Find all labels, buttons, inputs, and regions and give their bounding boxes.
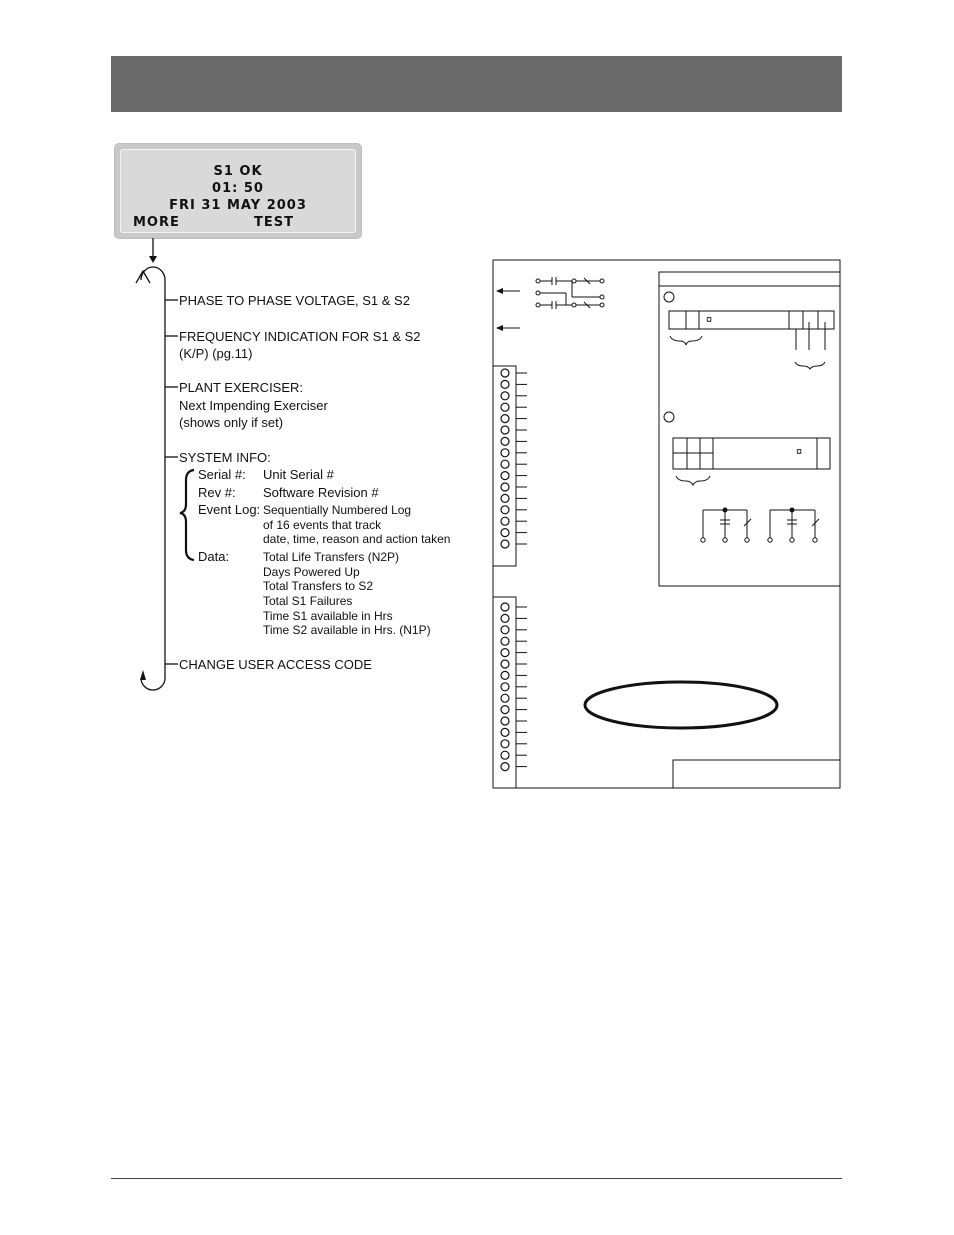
data-value-5: Time S1 available in Hrs bbox=[263, 609, 393, 623]
event-log-label: Event Log: bbox=[198, 502, 261, 517]
lcd-more-key[interactable]: MORE bbox=[133, 215, 180, 230]
terminal-bottom-6 bbox=[501, 660, 509, 668]
data-label: Data: bbox=[198, 549, 230, 564]
serial-label: Serial #: bbox=[198, 467, 246, 482]
terminal-top-14 bbox=[501, 517, 509, 525]
menu-frequency[interactable]: FREQUENCY INDICATION FOR S1 & S2 bbox=[179, 329, 421, 344]
data-value-4: Total S1 Failures bbox=[263, 594, 353, 608]
terminal-top-6 bbox=[501, 426, 509, 434]
terminal-top-9 bbox=[501, 460, 509, 468]
menu-plant-exerciser[interactable]: PLANT EXERCISER: bbox=[179, 380, 304, 395]
terminal-top-4 bbox=[501, 403, 509, 411]
menu-frequency-note: (K/P) (pg.11) bbox=[179, 346, 253, 361]
terminal-top-5 bbox=[501, 415, 509, 423]
terminal-bottom-9 bbox=[501, 694, 509, 702]
data-value-6: Time S2 available in Hrs. (N1P) bbox=[263, 623, 431, 637]
terminal-bottom-12 bbox=[501, 728, 509, 736]
terminal-bottom-4 bbox=[501, 637, 509, 645]
terminal-top-13 bbox=[501, 506, 509, 514]
terminal-top-12 bbox=[501, 494, 509, 502]
lcd-date-line: FRI 31 MAY 2003 bbox=[169, 198, 307, 213]
menu-system-info[interactable]: SYSTEM INFO: bbox=[179, 450, 271, 465]
relay-symbol-icon: ¤ bbox=[706, 314, 713, 326]
terminal-bottom-14 bbox=[501, 751, 509, 759]
terminal-top-3 bbox=[501, 392, 509, 400]
terminal-top-1 bbox=[501, 369, 509, 377]
serial-value: Unit Serial # bbox=[263, 467, 334, 482]
terminal-bottom-15 bbox=[501, 763, 509, 771]
rev-value: Software Revision # bbox=[263, 485, 379, 500]
terminal-bottom-11 bbox=[501, 717, 509, 725]
terminal-bottom-10 bbox=[501, 706, 509, 714]
terminal-bottom-13 bbox=[501, 740, 509, 748]
terminal-top-2 bbox=[501, 380, 509, 388]
terminal-top-7 bbox=[501, 437, 509, 445]
terminal-top-8 bbox=[501, 449, 509, 457]
event-log-value-3: date, time, reason and action taken bbox=[263, 532, 451, 546]
terminal-top-10 bbox=[501, 472, 509, 480]
footer-rule bbox=[111, 1178, 842, 1179]
data-value-1: Total Life Transfers (N2P) bbox=[263, 550, 400, 564]
lcd-status-line: S1 OK bbox=[213, 164, 263, 179]
terminal-top-15 bbox=[501, 529, 509, 537]
menu-change-user-access-code[interactable]: CHANGE USER ACCESS CODE bbox=[179, 657, 372, 672]
terminal-top-16 bbox=[501, 540, 509, 548]
terminal-bottom-7 bbox=[501, 671, 509, 679]
terminal-top-11 bbox=[501, 483, 509, 491]
plant-exerciser-desc: Next Impending Exerciser bbox=[179, 398, 328, 413]
data-value-3: Total Transfers to S2 bbox=[263, 579, 374, 593]
lcd-test-key[interactable]: TEST bbox=[254, 215, 294, 230]
terminal-bottom-1 bbox=[501, 603, 509, 611]
plant-exerciser-note: (shows only if set) bbox=[179, 415, 284, 430]
lcd-time-line: 01: 50 bbox=[212, 181, 264, 196]
menu-phase-voltage[interactable]: PHASE TO PHASE VOLTAGE, S1 & S2 bbox=[179, 293, 410, 308]
relay-symbol-icon-2: ¤ bbox=[796, 446, 803, 458]
terminal-bottom-3 bbox=[501, 626, 509, 634]
terminal-bottom-8 bbox=[501, 683, 509, 691]
event-log-value-2: of 16 events that track bbox=[263, 518, 382, 532]
event-log-value-1: Sequentially Numbered Log bbox=[263, 503, 412, 517]
terminal-bottom-2 bbox=[501, 614, 509, 622]
rev-label: Rev #: bbox=[198, 485, 236, 500]
terminal-bottom-5 bbox=[501, 649, 509, 657]
data-value-2: Days Powered Up bbox=[263, 565, 360, 579]
